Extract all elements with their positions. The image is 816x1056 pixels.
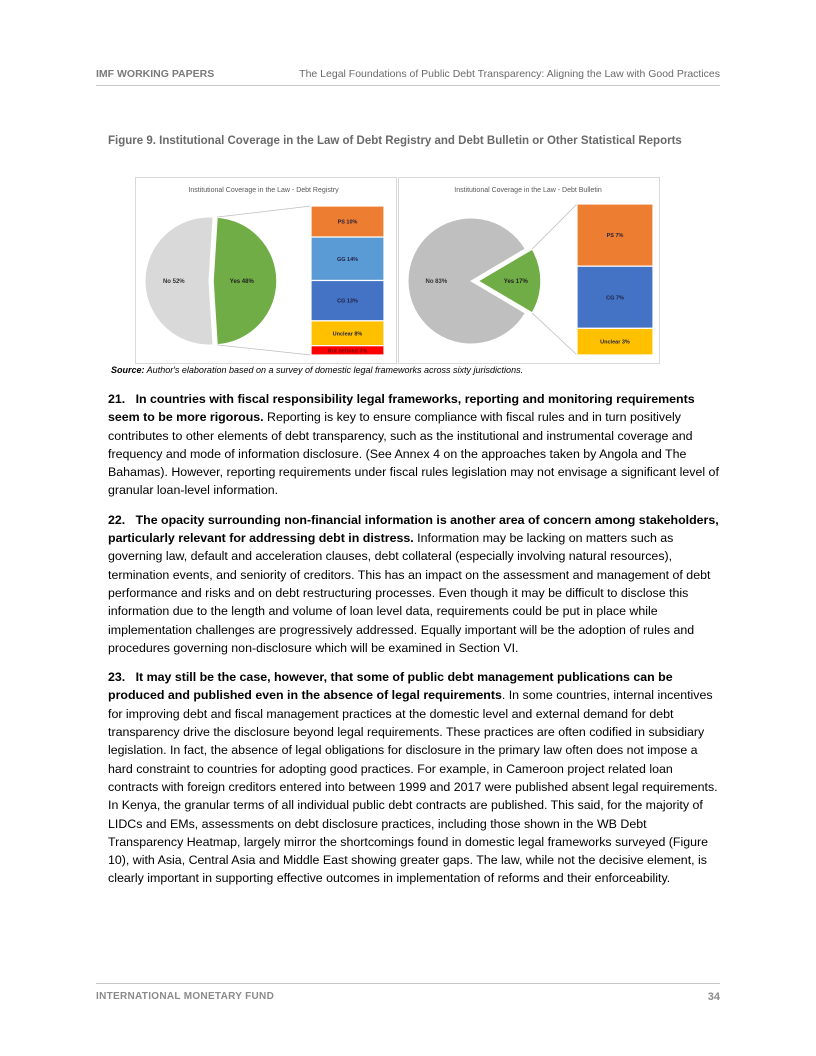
paragraph-text: Reporting is key to ensure compliance with fiscal rules and in turn positively contributes to other elements of debt transparency, such as the institutional and instrumental coverage and frequency and mode of information disclosure. (See Annex 4 on the approaches taken by Angola and The Bahamas). However, reporting requirements under fiscal rules legislation may not envisage a significant level of granular loan-level information. [108,410,719,498]
paragraph-lead: It may still be the case, however, that some of public debt management publications can be produced and published even in the absence of legal requirements [108,670,673,703]
paragraph-number: 21. [108,392,126,406]
chart-svg [399,178,662,363]
source-label: Source: [111,365,145,375]
header-divider [96,85,720,86]
connector-line [532,313,577,355]
paragraph-22 [108,511,722,657]
bar-segment-label: CG 7% [606,295,624,302]
footer-divider [96,983,720,984]
bar-segment-label: PS 7% [606,233,624,240]
bar-segment-label: PS 10% [337,219,358,226]
bar-segment-label: Not defined 3% [327,348,368,355]
paragraph-number: 23. [108,670,126,685]
source-text: Author's elaboration based on a survey of domestic legal frameworks across sixty jurisdictions. [144,365,524,375]
paragraph-text: . In some countries, internal incentives for improving debt and fiscal management practices at the domestic level and external demand for debt transparency drive the disclosure beyond legal requirements. These practices are often codified in subsidiary legislation. In fact, the absence of legal obligations for disclosure in the primary law often does not impose a hard constraint to countries for adopting good practices. For example, in Cameroon project related loan contracts with foreign creditors entered into between 1999 and 2017 were published absent legal requirements. In Kenya, the granular terms of all individual public debt contracts are published. This said, for the majority of LIDCs and EMs, assessments on debt disclosure practices, including those shown in the WB Debt Transparency Heatmap, largely mirror the shortcomings found in domestic legal frameworks surveyed (Figure 10), with Asia, Central Asia and Middle East showing greater gaps. The law, while not the decisive element, is clearly important in supporting effective outcomes in implementation of reforms and their enforceability. [108,688,718,886]
body-text [108,390,722,899]
paragraph-text: Information may be lacking on matters such as governing law, default and acceleration clauses, debt collateral (especially involving natural resources), termination events, and seniority of creditors. This has an impact on the assessment and management of debt performance and risks and on debt restructuring processes. Even though it may be difficult to disclose this information due to the length and volume of loan level data, requirements could be put in place while implementation challenges are progressively addressed. Equally important will be the adoption of rules and procedures governing non-disclosure which will be examined in Section VI. [108,531,711,655]
footer-org: INTERNATIONAL MONETARY FUND [96,991,275,1002]
header-title: The Legal Foundations of Public Debt Transparency: Aligning the Law with Good Practices [299,68,720,80]
chart-debt-bulletin [398,177,660,364]
bar-segment-label: GG 14% [336,256,359,263]
pie-label-yes: Yes 48% [229,279,254,285]
pie-label-yes: Yes 17% [503,279,528,285]
chart-svg [136,178,396,363]
bar-segment-label: CG 13% [337,298,358,305]
connector-line [532,204,577,249]
figure-source [111,365,523,375]
bar-segment-label: Unclear 8% [332,331,363,338]
paragraph-lead: The opacity surrounding non-financial information is another area of concern among stakeholders, particularly relevant for addressing debt in distress. [108,512,719,546]
header-series: IMF WORKING PAPERS [96,68,215,80]
pie-label-no: No 83% [425,279,448,285]
connector-line [217,206,311,217]
chart-title: Institutional Coverage in the Law - Debt Registry [188,187,339,194]
figure-title: Figure 9. Institutional Coverage in the Law of Debt Registry and Debt Bulletin or Other Statistical Reports [108,135,682,147]
page-number: 34 [707,991,720,1003]
paragraph-21 [108,390,722,500]
paragraph-lead: In countries with fiscal responsibility legal frameworks, reporting and monitoring requirements seem to be more rigorous. [108,392,695,425]
connector-line [217,345,311,355]
paragraph-number: 22. [108,512,126,527]
chart-debt-registry [135,177,397,364]
bar-segment-label: Unclear 3% [600,339,630,346]
pie-label-no: No 52% [162,279,185,285]
chart-title: Institutional Coverage in the Law - Debt Bulletin [454,187,602,194]
paragraph-23 [108,668,722,888]
